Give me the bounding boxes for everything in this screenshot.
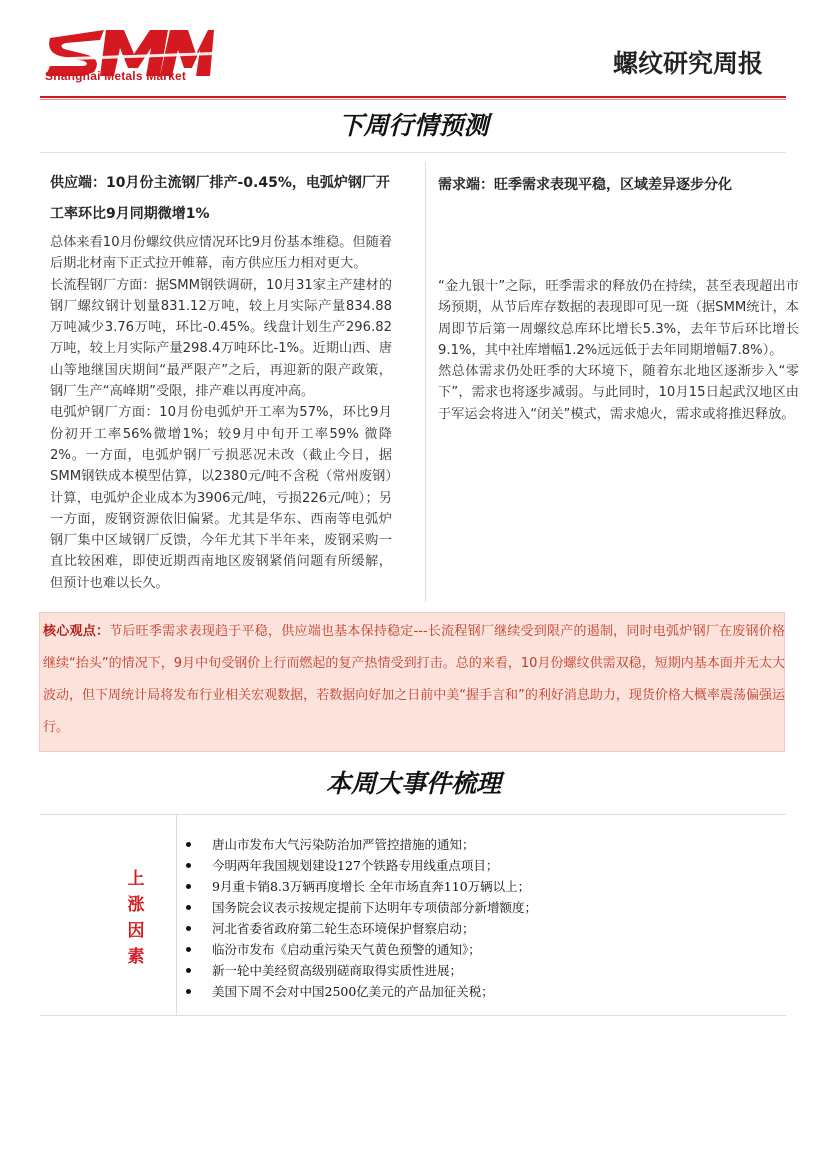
- bullet-icon: [186, 926, 191, 931]
- list-item: [186, 960, 537, 981]
- event-text: 今明两年我国规划建设127个铁路专用线重点项目；: [212, 858, 499, 873]
- event-text: 临汾市发布《启动重污染天气黄色预警的通知》；: [212, 942, 481, 957]
- event-text: 美国下周不会对中国2500亿美元的产品加征关税；: [212, 984, 494, 999]
- event-text: 国务院会议表示按规定提前下达明年专项债部分新增额度；: [212, 900, 538, 915]
- bullet-icon: [186, 905, 191, 910]
- factor-char: 因: [127, 921, 145, 941]
- events-table-top: [40, 814, 786, 815]
- event-text: 新一轮中美经贸高级别磋商取得实质性进展；: [212, 963, 463, 978]
- event-text: 唐山市发布大气污染防治加严管控措施的通知；: [212, 837, 475, 852]
- demand-heading: 需求端：旺季需求表现平稳，区域差异逐步分化: [438, 177, 732, 193]
- factor-char: 素: [127, 947, 145, 967]
- bullet-icon: [186, 884, 191, 889]
- list-item: [186, 981, 537, 1002]
- list-item: [186, 939, 537, 960]
- rising-factors-label: [122, 866, 150, 970]
- events-list: [186, 834, 537, 1002]
- column-divider: [425, 162, 426, 602]
- supply-paragraph: 长流程钢厂方面：据SMM钢铁调研，10月31家主产建材的钢厂螺纹钢计划量831.12万吨，较上月实际产量834.88万吨减少3.76万吨，环比-0.45%。线盘计划生产296.82万吨，较上月实际产量298.4万吨环比-1%。近期山西、唐山等地继国庆期间“最严限产”之后，再迎新的限产政策，钢厂生产“高峰期”受限，排产难以再度冲高。: [50, 277, 392, 400]
- list-item: [186, 897, 537, 918]
- list-item: [186, 855, 537, 876]
- events-table-bottom: [40, 1015, 786, 1016]
- supply-paragraph: 电弧炉钢厂方面：10月份电弧炉开工率为57%，环比9月份初开工率56%微增1%；较9月中旬开工率59% 微降2%。一方面，电弧炉钢厂亏损恶况未改（截止今日，据SMM钢铁成本模型估算，以2380元/吨不含税（常州废钢）计算，电弧炉企业成本为3906元/吨，亏损226元/吨）；另一方面，废钢资源依旧偏紧。尤其是华东、西南等电弧炉钢厂集中区域钢厂反馈，今年尤其下半年来，废钢采购一直比较困难，即使近期西南地区废钢紧俏问题有所缓解，但预计也难以长久。: [50, 405, 392, 591]
- core-view-text: [43, 616, 785, 744]
- list-item: [186, 834, 537, 855]
- factor-char: 上: [127, 869, 145, 889]
- list-item: [186, 918, 537, 939]
- supply-paragraph: 总体来看10月份螺纹供应情况环比9月份基本维稳。但随着后期北材南下正式拉开帷幕，南方供应压力相对更大。: [50, 235, 392, 272]
- demand-paragraph: 然总体需求仍处旺季的大环境下，随着东北地区逐渐步入“零下”，需求也将逐步减弱。与此同时，10月15日起武汉地区由于军运会将进入“闭关”模式，需求熄火，需求或将推迟释放。: [438, 364, 799, 422]
- supply-heading: 供应端：10月份主流钢厂排产-0.45%，电弧炉钢厂开工率环比9月同期微增1%: [50, 175, 390, 222]
- bullet-icon: [186, 842, 191, 847]
- events-table-divider: [176, 814, 177, 1015]
- bullet-icon: [186, 863, 191, 868]
- header-divider: [40, 96, 786, 98]
- bullet-icon: [186, 989, 191, 994]
- core-view-body: 节后旺季需求表现趋于平稳，供应端也基本保持稳定---长流程钢厂继续受到限产的遏制，同时电弧炉钢厂在废钢价格继续“抬头”的情况下，9月中旬受钢价上行而燃起的复产热情受到打击。总的来看，10月份螺纹供需双稳，短期内基本面并无太大波动，但下周统计局将发布行业相关宏观数据，若数据向好加之日前中美“握手言和”的利好消息助力，现货价格大概率震荡偏强运行。: [43, 624, 785, 735]
- demand-column: [438, 170, 799, 425]
- event-text: 河北省委省政府第二轮生态环境保护督察启动；: [212, 921, 475, 936]
- header-divider-thin: [40, 99, 786, 100]
- report-title: 螺纹研究周报: [612, 49, 763, 78]
- list-item: [186, 876, 537, 897]
- supply-column: [50, 168, 392, 594]
- core-view-label: 核心观点：: [43, 624, 110, 639]
- event-text: 9月重卡销8.3万辆再度增长 全年市场直奔110万辆以上；: [212, 879, 531, 894]
- section-title-events: 本周大事件梳理: [325, 769, 501, 798]
- factor-char: 涨: [127, 895, 145, 915]
- section-divider: [40, 152, 786, 153]
- section-title-forecast: 下周行情预测: [338, 111, 489, 140]
- logo-subtitle: Shanghai Metals Market: [45, 69, 187, 83]
- demand-paragraph: “金九银十”之际，旺季需求的释放仍在持续，甚至表现超出市场预期，从节后库存数据的表现即可见一斑（据SMM统计，本周即节后第一周螺纹总库环比增长5.3%，去年节后环比增长9.1%，其中社库增幅1.2%远远低于去年同期增幅7.8%）。: [438, 279, 799, 358]
- bullet-icon: [186, 968, 191, 973]
- bullet-icon: [186, 947, 191, 952]
